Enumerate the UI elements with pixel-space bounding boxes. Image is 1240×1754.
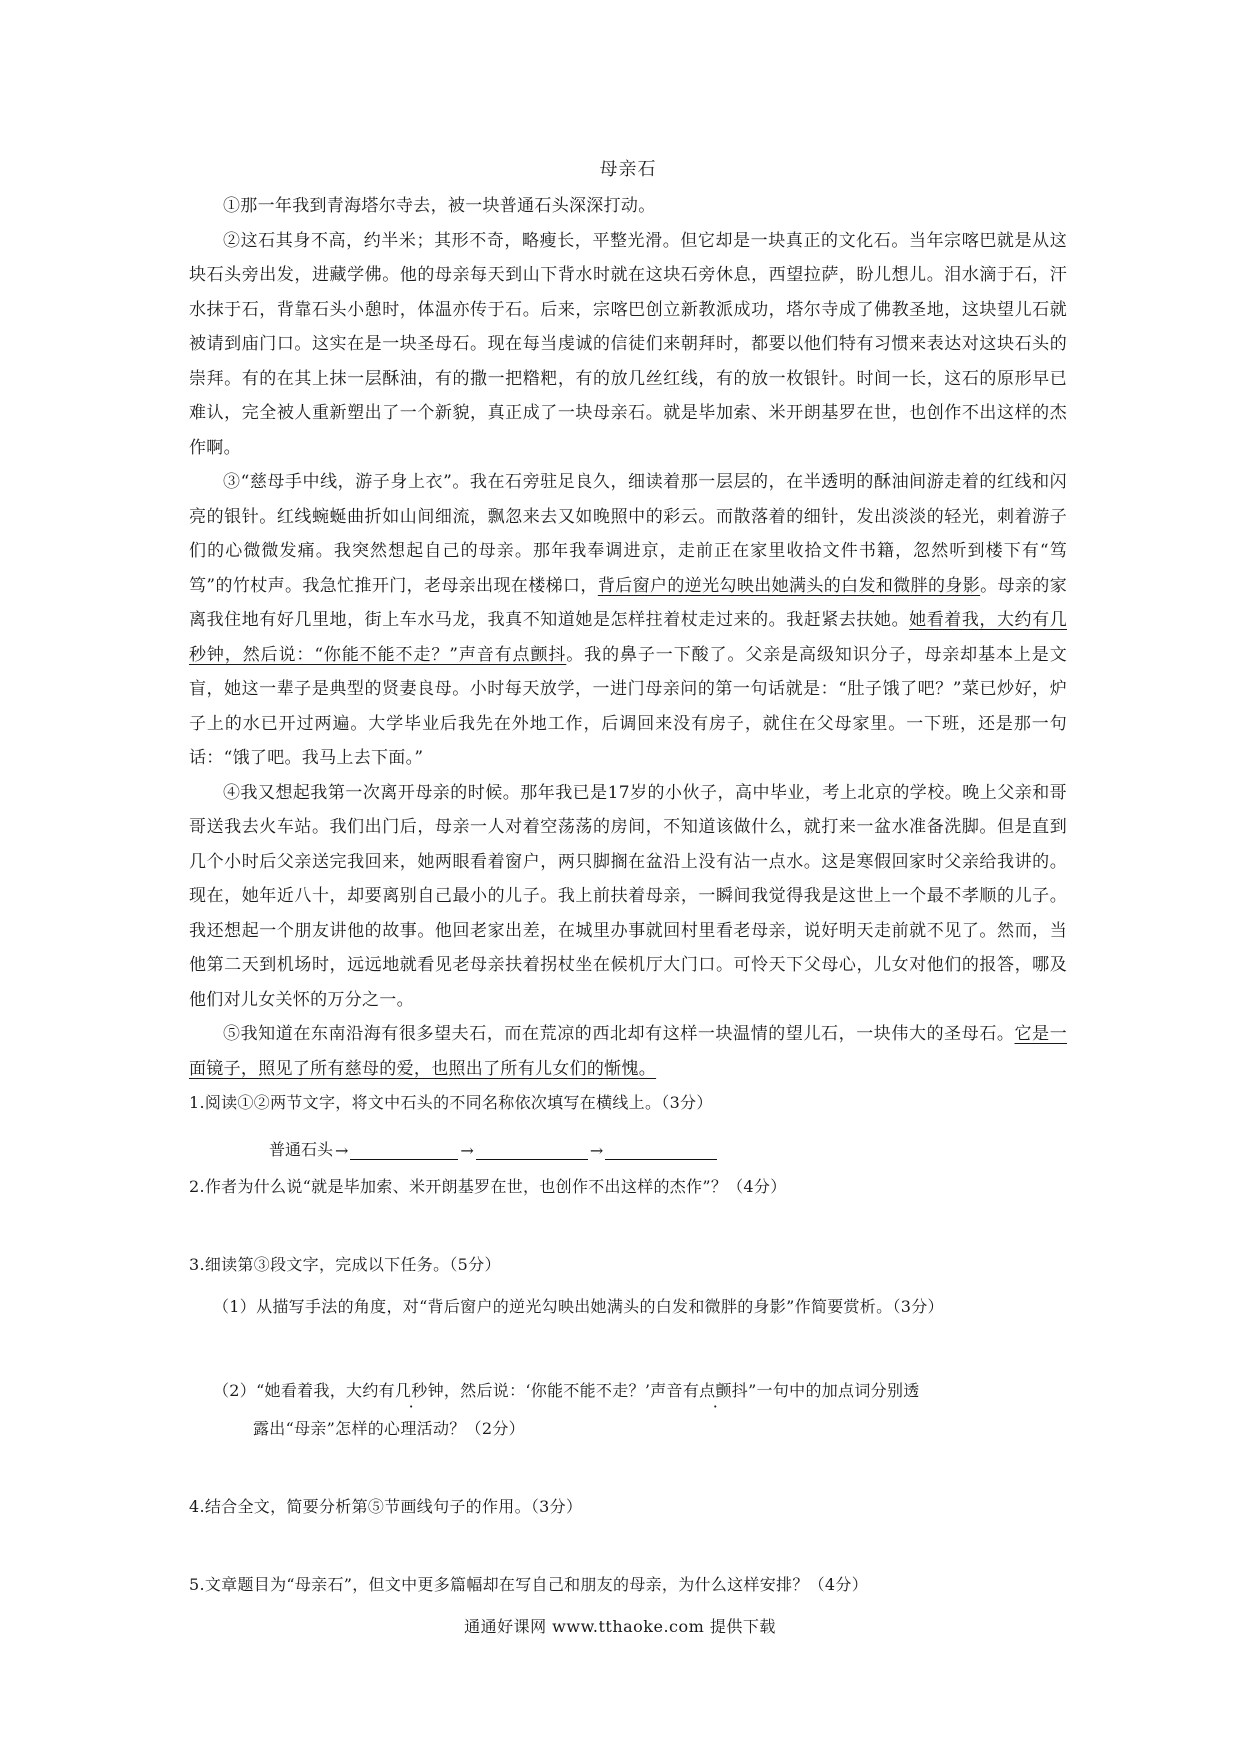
paragraph-1: ①那一年我到青海塔尔寺去，被一块普通石头深深打动。 — [223, 196, 656, 216]
fill-in-row — [269, 1134, 1067, 1160]
arrow-icon: → — [335, 1141, 349, 1160]
paragraph-3 — [189, 465, 1067, 776]
answer-blank-1[interactable] — [350, 1141, 458, 1160]
question-3-part-2-line-2: 露出“母亲”怎样的心理活动？（2分） — [253, 1419, 525, 1438]
answer-blank-2[interactable] — [476, 1141, 588, 1160]
footer-credit: 通通好课网 www.tthaoke.com 提供下载 — [464, 1617, 776, 1636]
dotted-word-2: 有点颤抖 — [682, 1381, 749, 1400]
question-3-part-1: （1）从描写手法的角度，对“背后窗户的逆光勾映出她满头的白发和微胖的身影”作简要赏析。（3分） — [213, 1297, 944, 1316]
question-3-part-2 — [189, 1376, 1067, 1406]
arrow-icon: → — [589, 1141, 604, 1160]
paragraph-4: ④我又想起我第一次离开母亲的时候。那年我已是17岁的小伙子，高中毕业，考上北京的学校。晚上父亲和哥哥送我去火车站。我们出门后，母亲一人对着空荡荡的房间，不知道该做什么，就打来一盆水准备洗脚。但是直到几个小时后父亲送完我回来，她两眼看着窗户，两只脚搁在盆沿上没有沾一点水。这是寒假回家时父亲给我讲的。现在，她年近八十，却要离别自己最小的儿子。我上前扶着母亲，一瞬间我觉得我是这世上一个最不孝顺的儿子。我还想起一个朋友讲他的故事。他回老家出差，在城里办事就回村里看老母亲，说好明天走前就不见了。然而，当他第二天到机场时，远远地就看见老母亲扶着拐杖坐在候机厅大门口。可怜天下父母心，儿女对他们的报答，哪及他们对儿女关怀的万分之一。 — [189, 782, 1067, 1010]
arrow-icon: → — [460, 1141, 474, 1160]
question-1: 1.阅读①②两节文字，将文中石头的不同名称依次填写在横线上。（3分） — [189, 1093, 713, 1112]
paragraph-3-text-b: 。母亲的家离我住地有好几里地，街上车水马龙，我真不知道她是怎样拄着杖走过来的。我赶紧去扶她。 — [189, 575, 1067, 630]
question-5: 5.文章题目为“母亲石”，但文中更多篇幅却在写自己和朋友的母亲，为什么这样安排？（4分） — [189, 1575, 869, 1594]
article-title: 母亲石 — [599, 159, 657, 180]
underlined-sentence-2: 她看着我，大约有几秒钟，然后说：“你能不能不走？”声音有点颤抖 — [189, 610, 1067, 665]
paragraph-3-text-c: 。我的鼻子一下酸了。父亲是高级知识分子，母亲却基本上是文盲，她这一辈子是典型的贤妻良母。小时每天放学，一进门母亲问的第一句话就是：“肚子饿了吧？”菜已炒好，炉子上的水已开过两遍。大学毕业后我先在外地工作，后调回来没有房子，就住在父母家里。一下班，还是那一句话：“饿了吧。我马上去下面。” — [189, 644, 1067, 768]
paragraph-3-text-a: ③“慈母手中线，游子身上衣”。我在石旁驻足良久，细读着那一层层的，在半透明的酥油间游走着的红线和闪亮的银针。红线蜿蜒曲折如山间细流，飘忽来去又如晚照中的彩云。而散落着的细针，发出淡淡的轻光，刺着游子们的心微微发痛。我突然想起自己的母亲。那年我奉调进京，走前正在家里收拾文件书籍，忽然听到楼下有“笃笃”的竹杖声。我急忙推开门，老母亲出现在楼梯口， — [189, 472, 1067, 596]
underlined-sentence-1: 背后窗户的逆光勾映出她满头的白发和微胖的身影 — [597, 575, 981, 596]
question-3: 3.细读第③段文字，完成以下任务。（5分） — [189, 1255, 501, 1274]
fill-start-label: 普通石头 — [269, 1140, 334, 1159]
dotted-word-1: 有几秒钟 — [378, 1381, 444, 1400]
answer-blank-3[interactable] — [605, 1141, 717, 1160]
paragraph-5-text: ⑤我知道在东南沿海有很多望夫石，而在荒凉的西北却有这样一块温情的望儿石，一块伟大的圣母石。 — [223, 1024, 1015, 1044]
paragraph-5 — [189, 1017, 1067, 1086]
question-4: 4.结合全文，简要分析第⑤节画线句子的作用。（3分） — [189, 1497, 583, 1516]
question-2: 2.作者为什么说“就是毕加索、米开朗基罗在世，也创作不出这样的杰作”？（4分） — [189, 1177, 787, 1196]
q3-2-text-a: （2）“她看着我，大约 — [213, 1381, 379, 1400]
underlined-sentence-3: 它是一面镜子，照见了所有慈母的爱，也照出了所有儿女们的惭愧。 — [189, 1024, 1067, 1079]
paragraph-2: ②这石其身不高，约半米；其形不奇，略瘦长，平整光滑。但它却是一块真正的文化石。当年宗喀巴就是从这块石头旁出发，进藏学佛。他的母亲每天到山下背水时就在这块石旁休息，西望拉萨，盼儿想儿。泪水滴于石，汗水抹于石，背靠石头小憩时，体温亦传于石。后来，宗喀巴创立新教派成功，塔尔寺成了佛教圣地，这块望儿石就被请到庙门口。这实在是一块圣母石。现在每当虔诚的信徒们来朝拜时，都要以他们特有习惯来表达对这块石头的崇拜。有的在其上抹一层酥油，有的撒一把糌粑，有的放几丝红线，有的放一枚银针。时间一长，这石的原形早已难认，完全被人重新塑出了一个新貌，真正成了一块母亲石。就是毕加索、米开朗基罗在世，也创作不出这样的杰作啊。 — [189, 230, 1067, 458]
q3-2-text-c: ”一句中的加点词分别透 — [748, 1381, 920, 1400]
q3-2-text-b: ，然后说：‘你能不能不走？’声音 — [443, 1381, 683, 1400]
